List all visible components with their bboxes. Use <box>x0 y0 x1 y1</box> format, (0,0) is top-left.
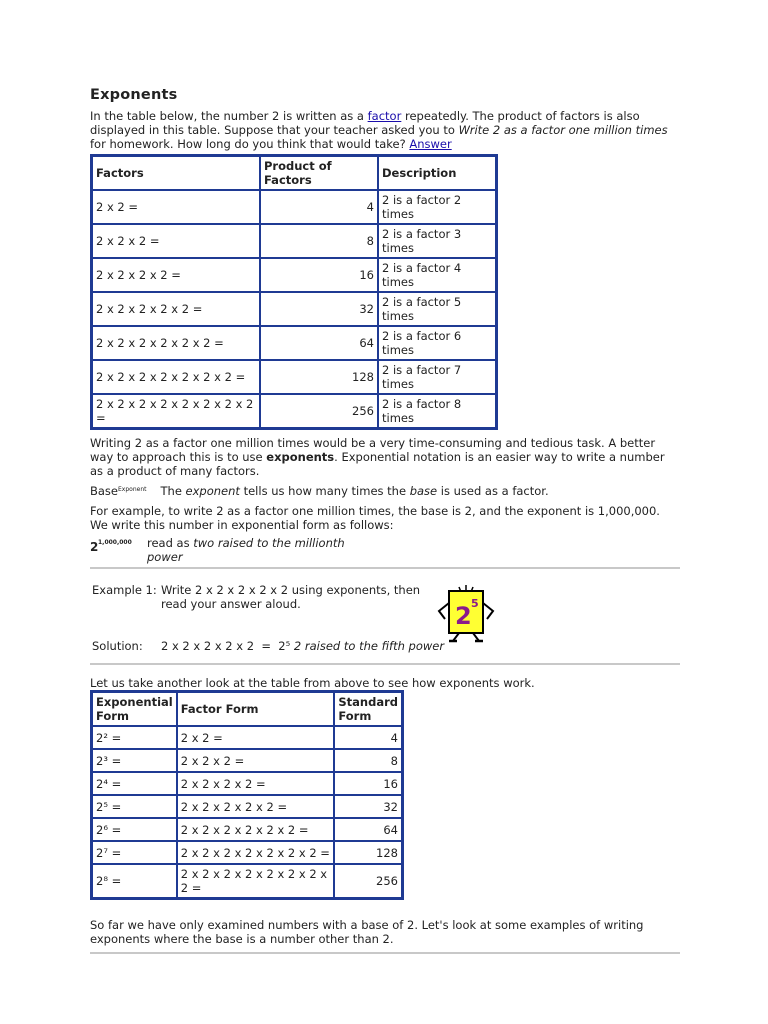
exponent-mascot-illustration <box>435 581 497 645</box>
table-row: 2⁷ = 2 x 2 x 2 x 2 x 2 x 2 x 2 = 128 <box>92 841 402 864</box>
example-million-paragraph: For example, to write 2 as a factor one million times, the base is 2, and the exponent is 1,000,000. We write this number in exponential form as follows: <box>90 504 660 532</box>
table-row: 2⁴ = 2 x 2 x 2 x 2 = 16 <box>92 772 402 795</box>
million-example: 2 1,000,000 read as two raised to the millionth power <box>90 536 345 564</box>
table-row: 2 x 2 x 2 x 2 x 2 x 2 = 64 2 is a factor 6 times <box>92 326 496 360</box>
table-row: 2 x 2 = 4 2 is a factor 2 times <box>92 190 496 224</box>
intro-paragraph: In the table below, the number 2 is written as a factor repeatedly. The product of factors is also displayed in this table. Suppose that your teacher asked you to Write 2 as a factor one million times for homework. How long do you think that would take? Answer <box>90 109 668 151</box>
col-header: Description <box>378 156 496 190</box>
table-row: 2 x 2 x 2 = 8 2 is a factor 3 times <box>92 224 496 258</box>
col-header: Factors <box>92 156 260 190</box>
content <box>90 88 680 954</box>
col-header: Factor Form <box>177 692 335 726</box>
table-row: 2 x 2 x 2 x 2 = 16 2 is a factor 4 times <box>92 258 496 292</box>
mascot-legs <box>449 633 483 641</box>
table-header-row <box>92 692 402 726</box>
table-row: 2³ = 2 x 2 x 2 = 8 <box>92 749 402 772</box>
table2-intro: Let us take another look at the table from above to see how exponents work. <box>90 676 535 690</box>
mascot-base: 2 <box>455 602 472 630</box>
mascot-exponent: 5 <box>471 597 479 610</box>
table-row: 2⁸ = 2 x 2 x 2 x 2 x 2 x 2 x 2 x 2 = 256 <box>92 864 402 898</box>
separator <box>90 952 680 954</box>
table-header-row <box>92 156 496 190</box>
factors-table <box>90 154 498 430</box>
base-exponent-line: Base$^{Exponent}$ The exponent tells us how many times the base is used as a factor. <box>90 484 549 498</box>
table-row: 2⁵ = 2 x 2 x 2 x 2 x 2 = 32 <box>92 795 402 818</box>
table-row: 2² = 2 x 2 = 4 <box>92 726 402 749</box>
table-row: 2 x 2 x 2 x 2 x 2 = 32 2 is a factor 5 times <box>92 292 496 326</box>
page-title: Exponents <box>90 87 178 103</box>
answer-link[interactable]: Answer <box>409 137 452 151</box>
col-header: Exponential Form <box>92 692 177 726</box>
exponents-paragraph: Writing 2 as a factor one million times would be a very time-consuming and tedious task. A better way to approach this is to use exponents. Exponential notation is an easier way to write a number as a product of many factors. <box>90 436 665 478</box>
col-header: Standard Form <box>334 692 402 726</box>
table-row: 2 x 2 x 2 x 2 x 2 x 2 x 2 x 2 = 256 2 is a factor 8 times <box>92 394 496 428</box>
col-header: Product of Factors <box>260 156 378 190</box>
factor-link[interactable]: factor <box>367 109 402 123</box>
closing-paragraph: So far we have only examined numbers with a base of 2. Let's look at some examples of writing exponents where the base is a number other than 2. <box>90 918 644 946</box>
exponent-table <box>90 690 404 900</box>
example-1: Example 1: Write 2 x 2 x 2 x 2 x 2 using exponents, then read your answer aloud. Solution: 2 x 2 x 2 x 2 x 2 = 2⁵ 2 raised to the fifth power 2 5 <box>90 569 680 661</box>
table-row: 2⁶ = 2 x 2 x 2 x 2 x 2 x 2 = 64 <box>92 818 402 841</box>
separator <box>90 663 680 665</box>
table-row: 2 x 2 x 2 x 2 x 2 x 2 x 2 = 128 2 is a factor 7 times <box>92 360 496 394</box>
